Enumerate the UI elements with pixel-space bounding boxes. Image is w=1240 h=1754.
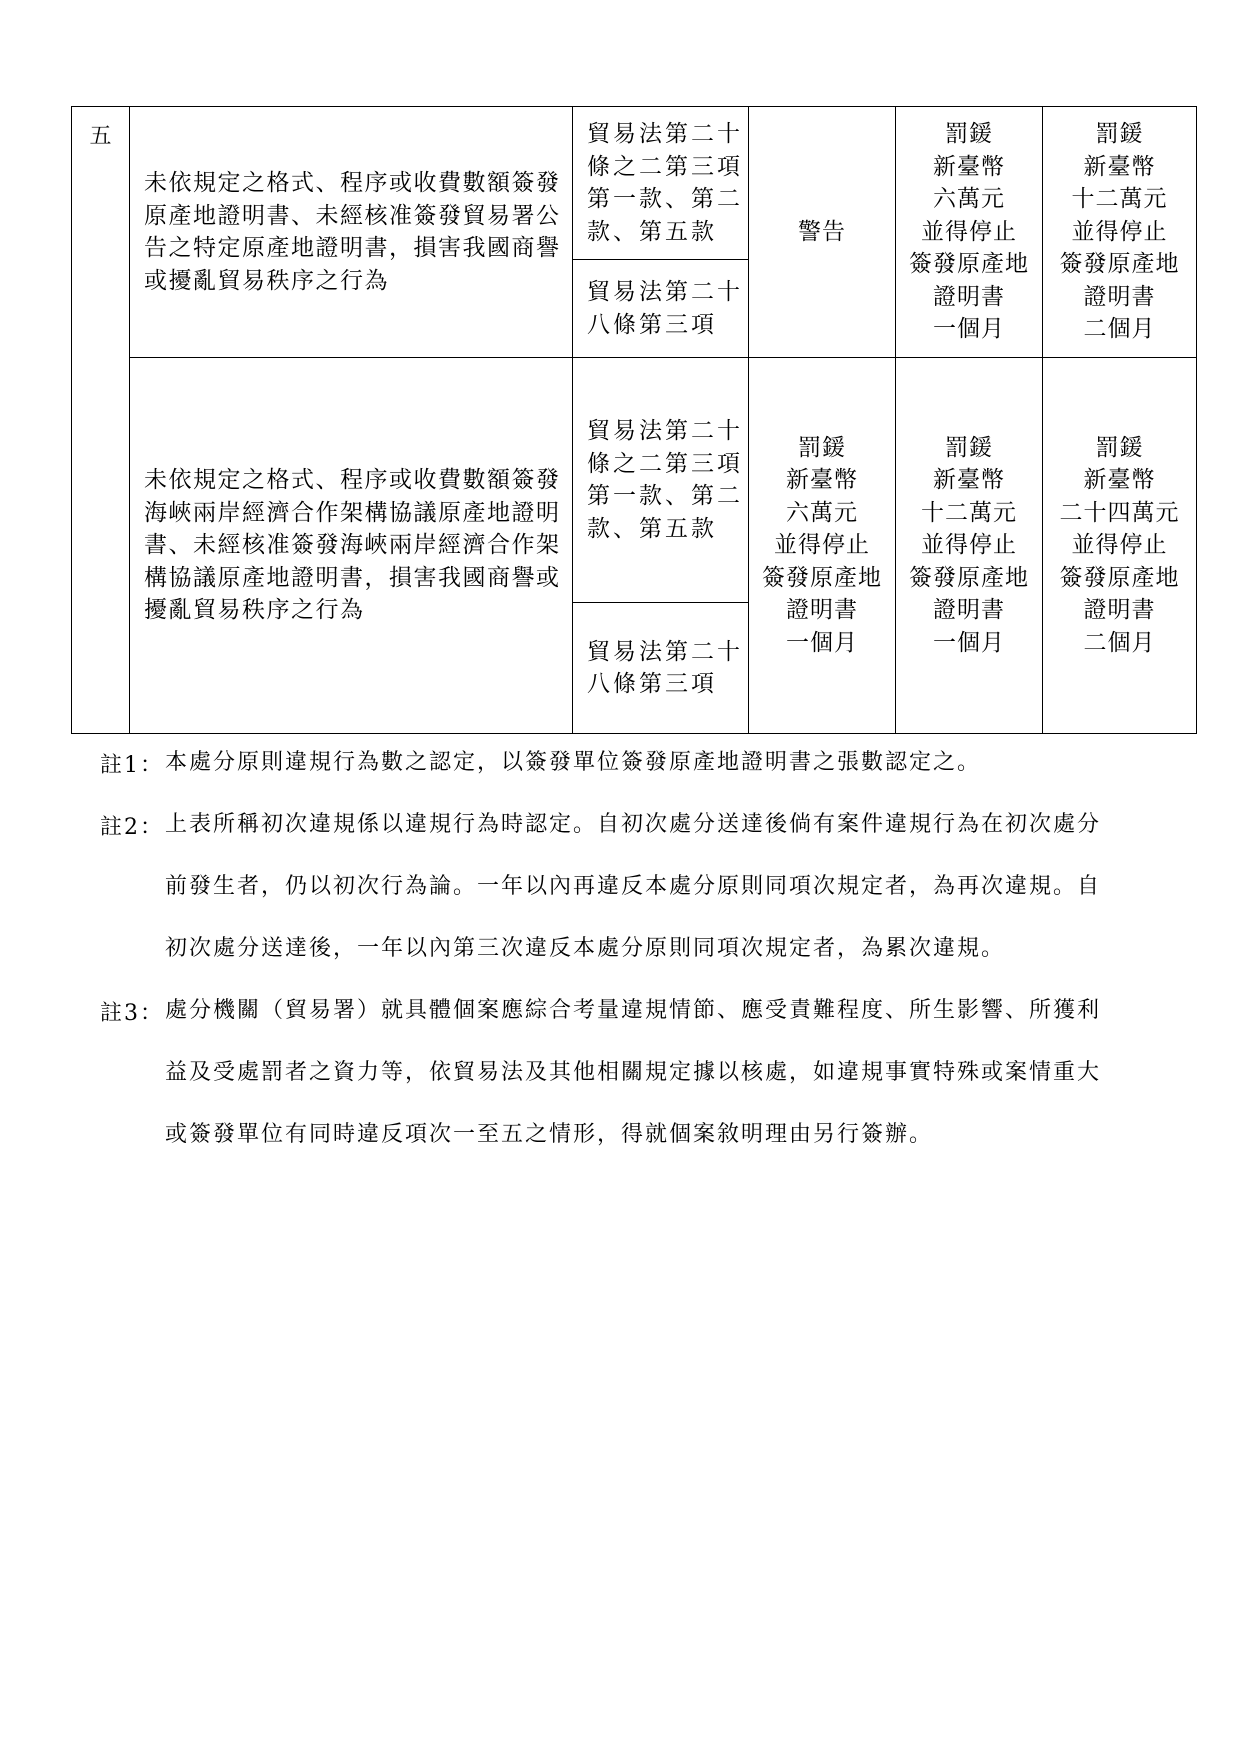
penalty-line: 證明書 — [1083, 283, 1156, 310]
note-text-line: 處分機關（貿易署）就具體個案應綜合考量違規情節、應受責難程度、所生影響、所獲利 — [165, 998, 1102, 1023]
note-text-line: 本處分原則違規行為數之認定，以簽發單位簽發原產地證明書之張數認定之。 — [165, 750, 982, 775]
description-line: 海峽兩岸經濟合作架構協議原產地證明 — [144, 499, 561, 526]
penalty-line: 罰鍰 — [798, 434, 846, 461]
description-line: 或擾亂貿易秩序之行為 — [144, 267, 389, 294]
penalty-line: 簽發原產地 — [909, 251, 1029, 278]
description-line: 告之特定原產地證明書，損害我國商譽 — [144, 235, 561, 261]
penalty-line: 簽發原產地 — [762, 564, 882, 591]
item-number-cell — [72, 107, 130, 734]
penalty-line: 並得停止 — [1071, 532, 1168, 559]
item-number: 五 — [89, 124, 112, 149]
penalty-line: 十二萬元 — [921, 499, 1017, 526]
legal-basis-cell — [573, 603, 749, 734]
note-text-line: 或簽發單位有同時違反項次一至五之情形，得就個案敘明理由另行簽辦。 — [165, 1122, 934, 1147]
penalty-line: 新臺幣 — [786, 467, 858, 494]
second-violation-penalty — [896, 358, 1043, 734]
penalty-line: 證明書 — [1083, 597, 1156, 624]
legal-basis-cell — [573, 107, 749, 260]
note-label: 註1： — [100, 753, 164, 778]
law-line: 八條第三項 — [587, 671, 717, 697]
penalty-line: 新臺幣 — [933, 153, 1005, 180]
penalty-line: 簽發原產地 — [1059, 564, 1180, 591]
law-line: 八條第三項 — [587, 311, 717, 338]
law-line: 條之二第三項 — [587, 153, 743, 180]
note-label: 註2： — [100, 815, 164, 840]
penalty-line: 新臺幣 — [1083, 153, 1156, 180]
notes-section — [100, 748, 1200, 1182]
penalty-line: 並得停止 — [921, 532, 1017, 559]
penalty-line: 一個月 — [933, 629, 1005, 656]
description-line: 書、未經核准簽發海峽兩岸經濟合作架 — [144, 532, 561, 559]
description-line: 未依規定之格式、程序或收費數額簽發 — [144, 170, 561, 196]
violation-description-cell — [130, 358, 573, 734]
penalty-table — [71, 106, 1197, 734]
penalty-line: 並得停止 — [921, 218, 1017, 245]
note-3 — [100, 996, 1200, 1182]
penalty-line: 二十四萬元 — [1059, 499, 1180, 526]
penalty-line: 罰鍰 — [1095, 434, 1144, 461]
penalty-line: 罰鍰 — [945, 121, 993, 148]
penalty-line: 六萬元 — [933, 186, 1005, 213]
note-2 — [100, 810, 1200, 996]
penalty-line: 證明書 — [933, 283, 1005, 310]
law-line: 第一款、第二 — [587, 483, 743, 509]
penalty-line: 警告 — [798, 218, 846, 245]
penalty-line: 二個月 — [1083, 629, 1156, 656]
penalty-line: 罰鍰 — [1095, 121, 1144, 148]
law-line: 貿易法第二十 — [587, 279, 743, 305]
second-violation-penalty — [896, 107, 1043, 358]
penalty-line: 簽發原產地 — [1059, 251, 1180, 278]
penalty-line: 並得停止 — [1071, 218, 1168, 245]
violation-description-cell — [130, 107, 573, 358]
first-violation-penalty — [749, 358, 896, 734]
law-line: 款、第五款 — [587, 218, 717, 245]
description-line: 構協議原產地證明書，損害我國商譽或 — [144, 564, 561, 591]
law-line: 貿易法第二十 — [587, 638, 743, 665]
note-text-line: 上表所稱初次違規係以違規行為時認定。自初次處分送達後倘有案件違規行為在初次處分 — [165, 812, 1102, 837]
legal-basis-cell — [573, 358, 749, 603]
penalty-line: 新臺幣 — [1083, 467, 1156, 494]
penalty-line: 一個月 — [786, 629, 858, 656]
law-line: 條之二第三項 — [587, 450, 743, 477]
penalty-line: 十二萬元 — [1071, 186, 1168, 213]
penalty-line: 二個月 — [1083, 316, 1156, 343]
legal-basis-cell — [573, 260, 749, 358]
penalty-line: 六萬元 — [786, 499, 858, 526]
first-violation-penalty — [749, 107, 896, 358]
law-line: 第一款、第二 — [587, 186, 743, 212]
description-line: 原產地證明書、未經核准簽發貿易署公 — [144, 202, 561, 229]
description-line: 未依規定之格式、程序或收費數額簽發 — [144, 467, 561, 494]
law-line: 貿易法第二十 — [587, 121, 743, 147]
note-1 — [100, 748, 1200, 810]
note-text-line: 初次處分送達後，一年以內第三次違反本處分原則同項次規定者，為累次違規。 — [165, 936, 1006, 961]
note-label: 註3： — [100, 1001, 164, 1026]
description-line: 擾亂貿易秩序之行為 — [144, 597, 365, 624]
penalty-line: 並得停止 — [774, 532, 870, 559]
law-line: 款、第五款 — [587, 515, 717, 542]
penalty-line: 一個月 — [933, 316, 1005, 343]
penalty-line: 證明書 — [933, 597, 1005, 624]
law-line: 貿易法第二十 — [587, 418, 743, 444]
penalty-line: 新臺幣 — [933, 467, 1005, 494]
third-violation-penalty — [1043, 107, 1197, 358]
note-text-line: 益及受處罰者之資力等，依貿易法及其他相關規定據以核處，如違規事實特殊或案情重大 — [165, 1060, 1102, 1085]
penalty-line: 證明書 — [786, 597, 858, 624]
third-violation-penalty — [1043, 358, 1197, 734]
note-text-line: 前發生者，仍以初次行為論。一年以內再違反本處分原則同項次規定者，為再次違規。自 — [165, 874, 1102, 899]
penalty-line: 簽發原產地 — [909, 564, 1029, 591]
penalty-line: 罰鍰 — [945, 434, 993, 461]
